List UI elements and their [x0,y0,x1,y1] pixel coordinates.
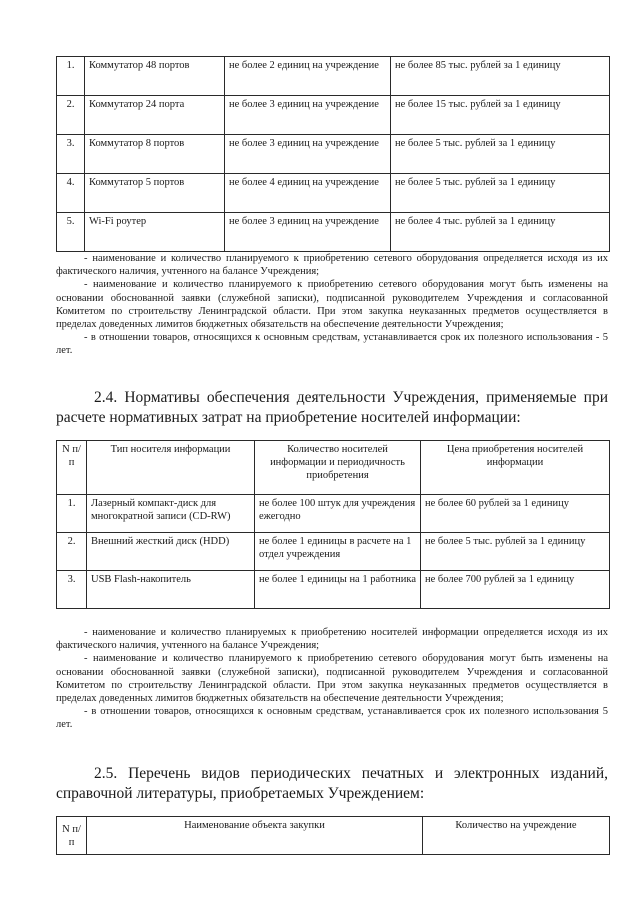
row-number: 4. [57,174,85,213]
media-quantity: не более 1 единицы на 1 работника [255,571,421,609]
header-number: N п/п [57,441,87,495]
media-quantity: не более 100 штук для учреждения ежегодно [255,495,421,533]
header-number: N п/п [57,817,87,855]
table-row [57,495,610,533]
notes-storage-media [56,626,608,732]
media-type: Внешний жесткий диск (HDD) [87,533,255,571]
table-header-row [57,441,610,495]
table-row [57,96,610,135]
storage-media-table [56,440,610,609]
header-item-name: Наименование объекта закупки [87,817,423,855]
table-row [57,533,610,571]
row-number: 3. [57,571,87,609]
section-2-5-heading [56,764,608,804]
media-type: USB Flash-накопитель [87,571,255,609]
equipment-quantity: не более 2 единиц на учреждение [225,57,391,96]
equipment-name: Коммутатор 24 порта [85,96,225,135]
table-header-row [57,817,610,855]
media-price: не более 700 рублей за 1 единицу [421,571,610,609]
section-2-4-title: 2.4. Нормативы обеспечения деятельности Учреждения, применяемые при расчете нормативных затрат на приобретение носителей информации: [56,389,608,426]
table-row [57,213,610,252]
equipment-name: Wi-Fi роутер [85,213,225,252]
section-2-5-title: 2.5. Перечень видов периодических печатных и электронных изданий, справочной литературы, приобретаемых Учреждением: [56,765,608,802]
table-row [57,174,610,213]
note-paragraph: - наименование и количество планируемого к приобретению сетевого оборудования могут быть изменены на основании обоснованной заявки (служебной записки), подписанной руководителем Учреждения и согласованной Комитетом по строительству Ленинградской области. При этом закупка неуказанных предметов осуществляется в пределах доведенных лимитов бюджетных обязательств на обеспечение деятельности Учреждения; [56,653,608,705]
storage-media-table-body [57,495,610,609]
table-row [57,135,610,174]
publications-table [56,816,610,855]
note-paragraph: - наименование и количество планируемого к приобретению сетевого оборудования могут быть изменены на основании обоснованной заявки (служебной записки), подписанной руководителем Учреждения и согласованной Комитетом по строительству Ленинградской области. При этом закупка неуказанных предметов осуществляется в пределах доведенных лимитов бюджетных обязательств на обеспечение деятельности Учреждения; [56,279,608,331]
equipment-price: не более 5 тыс. рублей за 1 единицу [391,174,610,213]
header-quantity: Количество носителей информации и периодичность приобретения [255,441,421,495]
header-quantity: Количество на учреждение [423,817,610,855]
row-number: 3. [57,135,85,174]
media-price: не более 60 рублей за 1 единицу [421,495,610,533]
note-paragraph: - в отношении товаров, относящихся к основным средствам, устанавливается срок их полезного использования 5 лет. [56,706,608,731]
equipment-quantity: не более 3 единиц на учреждение [225,213,391,252]
table-row [57,571,610,609]
equipment-quantity: не более 3 единиц на учреждение [225,135,391,174]
note-paragraph: - наименование и количество планируемого к приобретению сетевого оборудования определяется исходя из их фактического наличия, учтенного на балансе Учреждения; [56,253,608,278]
equipment-name: Коммутатор 48 портов [85,57,225,96]
equipment-price: не более 85 тыс. рублей за 1 единицу [391,57,610,96]
table-row [57,57,610,96]
note-paragraph: - в отношении товаров, относящихся к основным средствам, устанавливается срок их полезного использования - 5 лет. [56,332,608,357]
note-paragraph: - наименование и количество планируемых к приобретению носителей информации определяется исходя из их фактического наличия, учтенного на балансе Учреждения; [56,627,608,652]
network-equipment-table-body [57,57,610,252]
equipment-quantity: не более 4 единиц на учреждение [225,174,391,213]
row-number: 1. [57,57,85,96]
media-price: не более 5 тыс. рублей за 1 единицу [421,533,610,571]
media-type: Лазерный компакт-диск для многократной записи (CD-RW) [87,495,255,533]
row-number: 2. [57,96,85,135]
row-number: 1. [57,495,87,533]
notes-network-equipment [56,252,608,358]
equipment-name: Коммутатор 8 портов [85,135,225,174]
equipment-price: не более 4 тыс. рублей за 1 единицу [391,213,610,252]
section-2-4-heading [56,388,608,428]
network-equipment-table [56,56,610,252]
header-media-type: Тип носителя информации [87,441,255,495]
row-number: 2. [57,533,87,571]
media-quantity: не более 1 единицы в расчете на 1 отдел учреждения [255,533,421,571]
equipment-quantity: не более 3 единиц на учреждение [225,96,391,135]
equipment-price: не более 5 тыс. рублей за 1 единицу [391,135,610,174]
header-price: Цена приобретения носителей информации [421,441,610,495]
equipment-price: не более 15 тыс. рублей за 1 единицу [391,96,610,135]
row-number: 5. [57,213,85,252]
equipment-name: Коммутатор 5 портов [85,174,225,213]
